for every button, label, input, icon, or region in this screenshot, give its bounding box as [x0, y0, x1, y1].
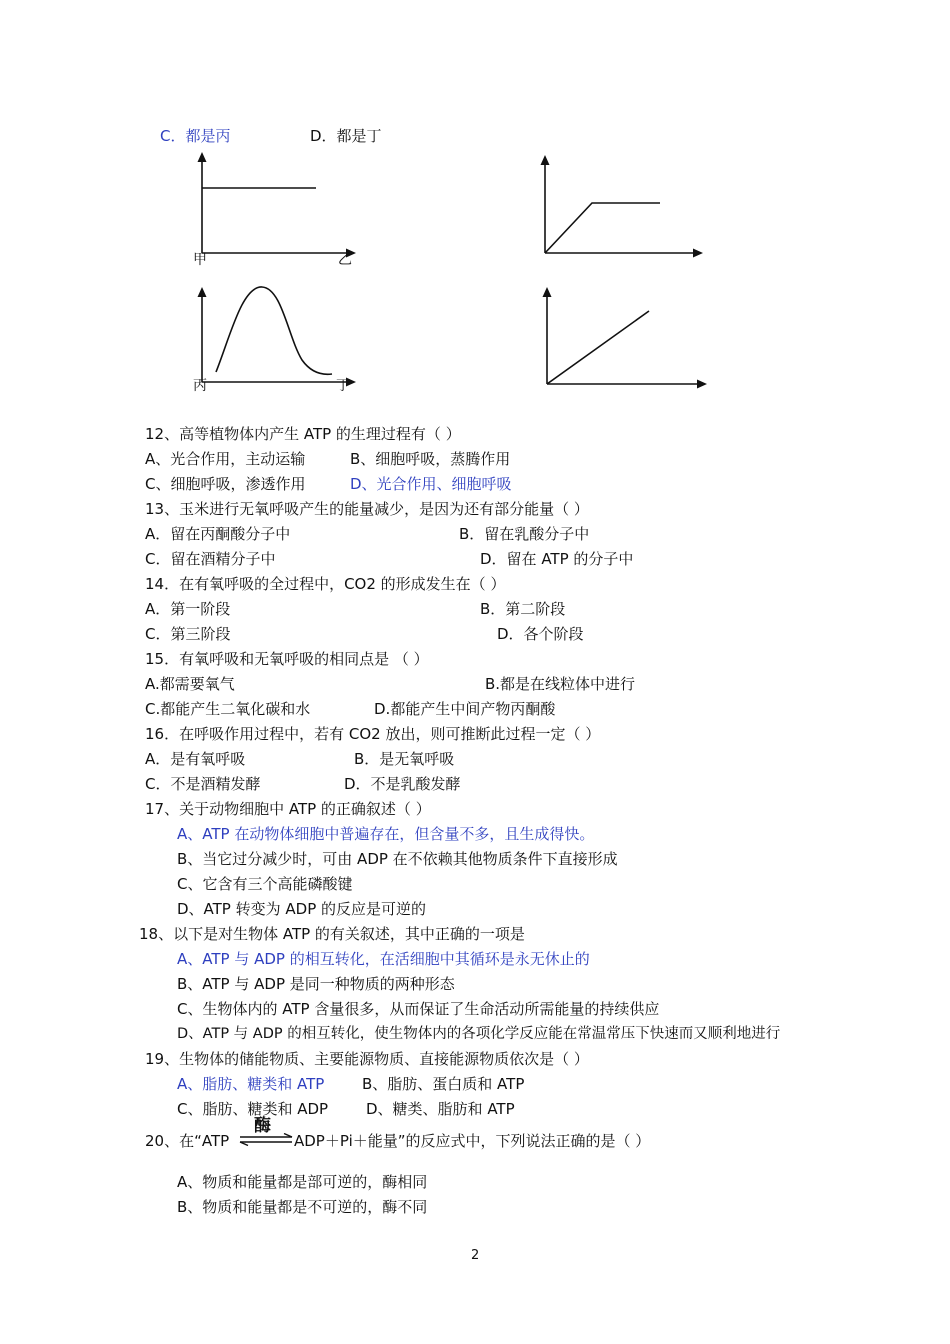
- graph-ding-curve: [547, 311, 649, 384]
- q15-option-d: D.都能产生中间产物丙酮酸: [374, 700, 556, 718]
- q15-stem: 15．有氧呼吸和无氧呼吸的相同点是 （ ）: [145, 650, 429, 668]
- q19-option-a: A、脂肪、糖类和 ATP: [177, 1075, 325, 1093]
- q12-option-d: D、光合作用、细胞呼吸: [350, 475, 512, 493]
- graph-ding-x-arrow: [697, 380, 707, 389]
- q15-option-c: C.都能产生二氧化碳和水: [145, 700, 311, 718]
- q12-option-c: C、细胞呼吸，渗透作用: [145, 475, 306, 493]
- q18-option-d: D、ATP 与 ADP 的相互转化，使生物体内的各项化学反应能在常温常压下快速而又顺利地进行: [177, 1026, 781, 1042]
- q14-stem: 14．在有氧呼吸的全过程中，CO2 的形成发生在（ ）: [145, 575, 506, 593]
- q16-stem: 16．在呼吸作用过程中，若有 CO2 放出，则可推断此过程一定（ ）: [145, 725, 601, 743]
- q19-stem: 19、生物体的储能物质、主要能源物质、直接能源物质依次是（ ）: [145, 1050, 589, 1068]
- q13-option-c: C．留在酒精分子中: [145, 550, 276, 568]
- q12-stem: 12、高等植物体内产生 ATP 的生理过程有（ ）: [145, 425, 461, 443]
- page-number: 2: [471, 1248, 480, 1263]
- option-d-top: D．都是丁: [310, 127, 382, 145]
- q14-option-d: D．各个阶段: [497, 625, 584, 643]
- q14-option-c: C．第三阶段: [145, 625, 231, 643]
- q13-option-a: A．留在丙酮酸分子中: [145, 525, 291, 543]
- q12-option-a: A、光合作用，主动运输: [145, 450, 306, 468]
- graph-ding-label: 丁: [336, 378, 350, 394]
- q17-option-a: A、ATP 在动物体细胞中普遍存在，但含量不多，且生成得快。: [177, 825, 595, 843]
- q14-option-b: B．第二阶段: [480, 600, 566, 618]
- q17-option-c: C、它含有三个高能磷酸键: [177, 875, 353, 893]
- enzyme-arrow: [238, 1117, 294, 1147]
- q16-option-c: C．不是酒精发酵: [145, 775, 261, 793]
- q19-option-b: B、脂肪、蛋白质和 ATP: [362, 1075, 525, 1093]
- q14-option-a: A．第一阶段: [145, 600, 231, 618]
- q16-option-b: B．是无氧呼吸: [354, 750, 455, 768]
- q16-option-d: D．不是乳酸发酵: [344, 775, 461, 793]
- q13-option-b: B．留在乳酸分子中: [459, 525, 590, 543]
- graph-ding-y-arrow: [543, 287, 552, 297]
- graph-jia-label: 甲: [193, 252, 207, 268]
- q17-option-d: D、ATP 转变为 ADP 的反应是可逆的: [177, 900, 427, 918]
- q20-option-a: A、物质和能量都是部可逆的，酶相同: [177, 1173, 428, 1191]
- graph-yi-y-arrow: [541, 155, 550, 165]
- graph-yi-curve: [545, 203, 660, 253]
- graph-bing-y-arrow: [198, 287, 207, 297]
- graph-jia: [190, 150, 365, 265]
- q17-option-b: B、当它过分减少时，可由 ADP 在不依赖其他物质条件下直接形成: [177, 850, 618, 868]
- q16-option-a: A．是有氧呼吸: [145, 750, 246, 768]
- q15-option-a: A.都需要氧气: [145, 675, 235, 693]
- graph-yi: [535, 150, 710, 265]
- q17-stem: 17、关于动物细胞中 ATP 的正确叙述（ ）: [145, 800, 431, 818]
- graph-yi-label: 乙: [338, 252, 352, 268]
- q15-option-b: B.都是在线粒体中进行: [485, 675, 636, 693]
- enzyme-label: 酶: [254, 1116, 271, 1136]
- q20-option-b: B、物质和能量都是不可逆的，酶不同: [177, 1198, 428, 1216]
- q13-stem: 13、玉米进行无氧呼吸产生的能量减少，是因为还有部分能量（ ）: [145, 500, 589, 518]
- q18-option-c: C、生物体内的 ATP 含量很多，从而保证了生命活动所需能量的持续供应: [177, 1000, 660, 1018]
- q12-option-b: B、细胞呼吸，蒸腾作用: [350, 450, 511, 468]
- q18-option-a: A、ATP 与 ADP 的相互转化，在活细胞中其循环是永无休止的: [177, 950, 590, 968]
- q20-stem-suffix: ADP＋Pi＋能量”的反应式中，下列说法正确的是（ ）: [294, 1132, 651, 1150]
- graph-yi-x-arrow: [693, 249, 703, 258]
- graph-jia-y-arrow: [198, 152, 207, 162]
- q20-stem-prefix: 20、在“ATP: [145, 1132, 230, 1150]
- graph-bing-label: 丙: [193, 378, 207, 394]
- q18-stem: 18、以下是对生物体 ATP 的有关叙述，其中正确的一项是: [139, 925, 525, 943]
- q19-option-c: C、脂肪、糖类和 ADP: [177, 1100, 329, 1118]
- graph-ding: [535, 282, 710, 394]
- reversible-arrow-icon: [238, 1133, 294, 1147]
- q19-option-d: D、糖类、脂肪和 ATP: [366, 1100, 515, 1118]
- q13-option-d: D．留在 ATP 的分子中: [480, 550, 634, 568]
- option-c-top: C．都是丙: [160, 127, 231, 145]
- q18-option-b: B、ATP 与 ADP 是同一种物质的两种形态: [177, 975, 455, 993]
- graph-bing-curve: [216, 287, 332, 374]
